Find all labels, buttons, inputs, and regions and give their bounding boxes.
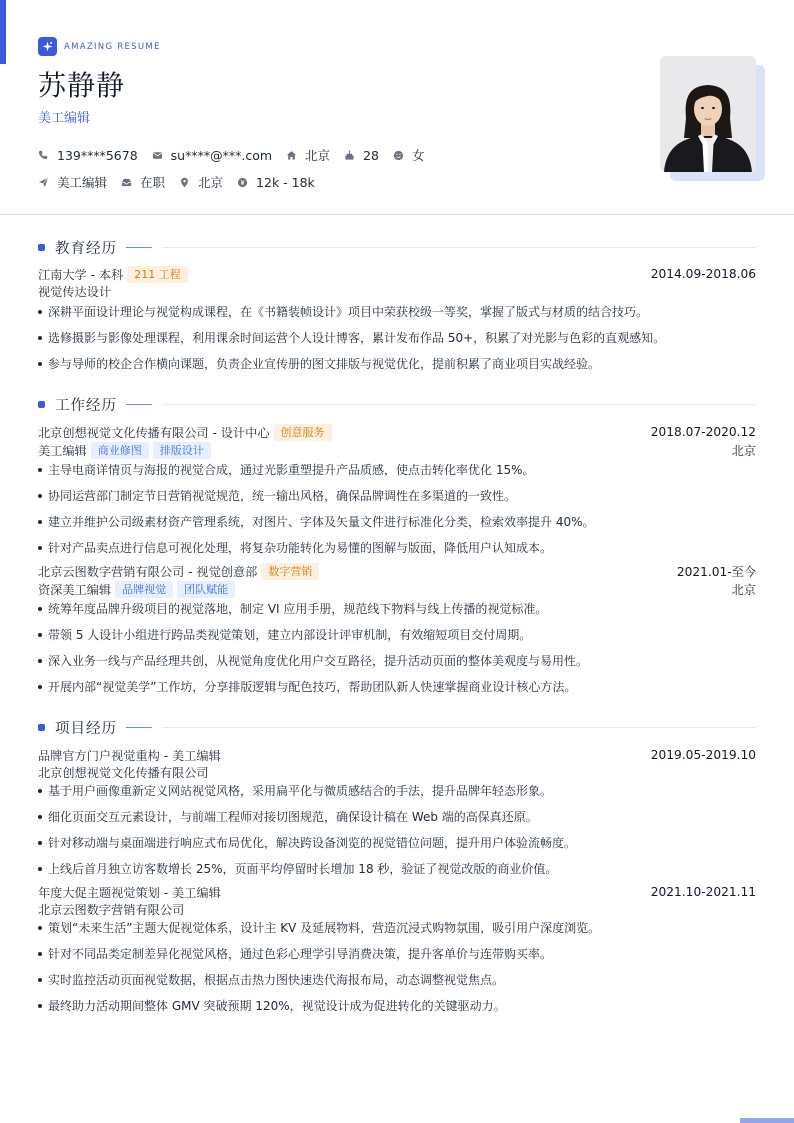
project-name: 品牌官方门户视觉重构 - 美工编辑 [38,748,221,763]
home-icon [286,150,297,161]
list-item: 针对产品卖点进行信息可视化处理，将复杂功能转化为易懂的图解与版面，降低用户认知成本。 [38,541,756,555]
city-text: 北京 [305,148,331,163]
corner-accent-bar [740,1118,794,1123]
email-item[interactable] [152,148,272,163]
status-text: 在职 [140,175,166,190]
section-divider [162,404,756,405]
smile-icon [393,150,404,161]
section-dash [126,404,152,405]
project-date: 2019.05-2019.10 [650,748,756,762]
work-entry [38,423,756,555]
intent-position-text: 美工编辑 [57,175,108,190]
intent-position-item [38,173,107,191]
avatar [660,56,756,172]
brand [38,37,161,56]
list-item: 实时监控活动页面视觉数据，根据点击热力图快速迭代海报布局，动态调整视觉焦点。 [38,973,756,987]
project-header [38,746,756,764]
list-item: 开展内部“视觉美学”工作坊，分享排版逻辑与配色技巧，帮助团队新人快速掌握商业设计核心方法。 [38,680,756,694]
school-tag: 211 工程 [127,266,188,283]
job-role: 美工编辑 [38,443,87,458]
resume-header [0,0,794,215]
list-item: 协同运营部门制定节日营销视觉规范，统一输出风格，确保品牌调性在多渠道的一致性。 [38,489,756,503]
job-bullets [38,463,756,555]
company-name: 北京云图数字营销有限公司 - 视觉创意部 [38,564,258,579]
cake-icon [344,150,355,161]
section-marker [38,724,45,731]
skill-tag: 品牌视觉 [115,581,173,598]
candidate-name: 苏静静 [38,69,126,102]
work-section [38,394,756,694]
salary-text: 12k - 18k [256,174,315,190]
project-org: 北京云图数字营销有限公司 [38,903,185,917]
list-item: 细化页面交互元素设计，与前端工程师对接切图规范，确保设计稿在 Web 端的高保真还原。 [38,810,756,824]
project-bullets [38,784,756,876]
project-date: 2021.10-2021.11 [650,885,756,899]
phone-text: 139****5678 [57,147,138,163]
list-item: 主导电商详情页与海报的视觉合成，通过光影重塑提升产品质感，使点击转化率优化 15%。 [38,463,756,477]
location-pin-icon [179,177,190,188]
education-date: 2014.09-2018.06 [650,267,756,281]
skill-tag: 团队赋能 [177,581,235,598]
job-date: 2018.07-2020.12 [650,425,756,439]
section-header [38,717,756,737]
mail-icon [152,150,163,161]
job-role-row [38,580,756,598]
section-dash [126,247,152,248]
job-header [38,423,756,441]
list-item: 针对不同品类定制差异化视觉风格，通过色彩心理学引导消费决策，提升客单价与连带购买率。 [38,947,756,961]
section-title: 项目经历 [55,720,117,737]
gender-item [393,146,425,164]
sparkle-logo-icon [38,37,57,56]
phone-icon [38,150,49,161]
section-header [38,394,756,414]
job-location: 北京 [731,443,756,458]
project-section [38,717,756,1013]
job-header [38,562,756,580]
school-name: 江南大学 - 本科 [38,267,124,282]
inbox-icon [121,177,132,188]
age-text: 28 [363,147,379,163]
project-org: 北京创想视觉文化传播有限公司 [38,766,209,780]
section-marker [38,244,45,251]
intent-city-text: 北京 [198,175,224,190]
intent-city-item [179,173,223,191]
company-tag: 数字营销 [261,563,319,580]
project-bullets [38,921,756,1013]
section-marker [38,401,45,408]
list-item: 最终助力活动期间整体 GMV 突破预期 120%，视觉设计成为促进转化的关键驱动力。 [38,999,756,1013]
list-item: 策划“未来生活”主题大促视觉体系，设计主 KV 及延展物料，营造沉浸式购物氛围，吸引用户深度浏览。 [38,921,756,935]
section-header [38,237,756,257]
list-item: 选修摄影与影像处理课程，利用课余时间运营个人设计博客，累计发布作品 50+，积累了对光影与色彩的直观感知。 [38,331,756,345]
list-item: 上线后首月独立访客数增长 25%，页面平均停留时长增加 18 秒，验证了视觉改版的商业价值。 [38,862,756,876]
phone-item[interactable] [38,148,138,163]
money-icon [237,177,248,188]
list-item: 针对移动端与桌面端进行响应式布局优化，解决跨设备浏览的视觉错位问题，提升用户体验流畅度。 [38,836,756,850]
job-location: 北京 [731,582,756,597]
list-item: 深入业务一线与产品经理共创，从视觉角度优化用户交互路径，提升活动页面的整体美观度与易用性。 [38,654,756,668]
project-entry [38,883,756,1013]
job-intent-row [38,173,329,191]
list-item: 带领 5 人设计小组进行跨品类视觉策划，建立内部设计评审机制，有效缩短项目交付周期。 [38,628,756,642]
major: 视觉传达设计 [38,285,112,299]
education-section [38,237,756,371]
project-header [38,883,756,901]
list-item: 基于用户画像重新定义网站视觉风格，采用扁平化与微质感结合的手法，提升品牌年轻态形象。 [38,784,756,798]
status-item [121,173,165,191]
section-title: 教育经历 [55,240,117,257]
project-entry [38,746,756,876]
section-dash [126,727,152,728]
list-item: 建立并维护公司级素材资产管理系统，对图片、字体及矢量文件进行标准化分类，检索效率提升 40%。 [38,515,756,529]
job-role-row [38,441,756,459]
job-bullets [38,602,756,694]
city-item [286,146,330,164]
company-tag: 创意服务 [274,424,332,441]
skill-tag: 排版设计 [153,442,211,459]
contact-row [38,146,438,164]
candidate-title: 美工编辑 [38,111,91,126]
list-item: 深耕平面设计理论与视觉构成课程，在《书籍装帧设计》项目中荣获校级一等奖，掌握了版式与材质的结合技巧。 [38,305,756,319]
job-date: 2021.01-至今 [676,564,756,579]
work-entry [38,562,756,694]
email-text: su****@***.com [170,147,273,163]
section-divider [162,727,756,728]
gender-text: 女 [411,148,425,163]
education-bullets [38,305,756,371]
skill-tag: 商业修图 [91,442,149,459]
company-name: 北京创想视觉文化传播有限公司 - 设计中心 [38,425,270,440]
brand-text: AMAZING RESUME [64,41,161,52]
send-icon [38,177,49,188]
age-item [344,148,379,163]
list-item: 参与导师的校企合作横向课题，负责企业宣传册的图文排版与视觉优化，提前积累了商业项目实战经验。 [38,357,756,371]
education-entry-header [38,265,756,283]
section-title: 工作经历 [55,397,117,414]
project-name: 年度大促主题视觉策划 - 美工编辑 [38,885,221,900]
section-divider [162,247,756,248]
profile-photo [660,56,766,182]
salary-item [237,175,315,190]
list-item: 统筹年度品牌升级项目的视觉落地，制定 VI 应用手册，规范线下物料与线上传播的视觉标准。 [38,602,756,616]
job-role: 资深美工编辑 [38,582,112,597]
